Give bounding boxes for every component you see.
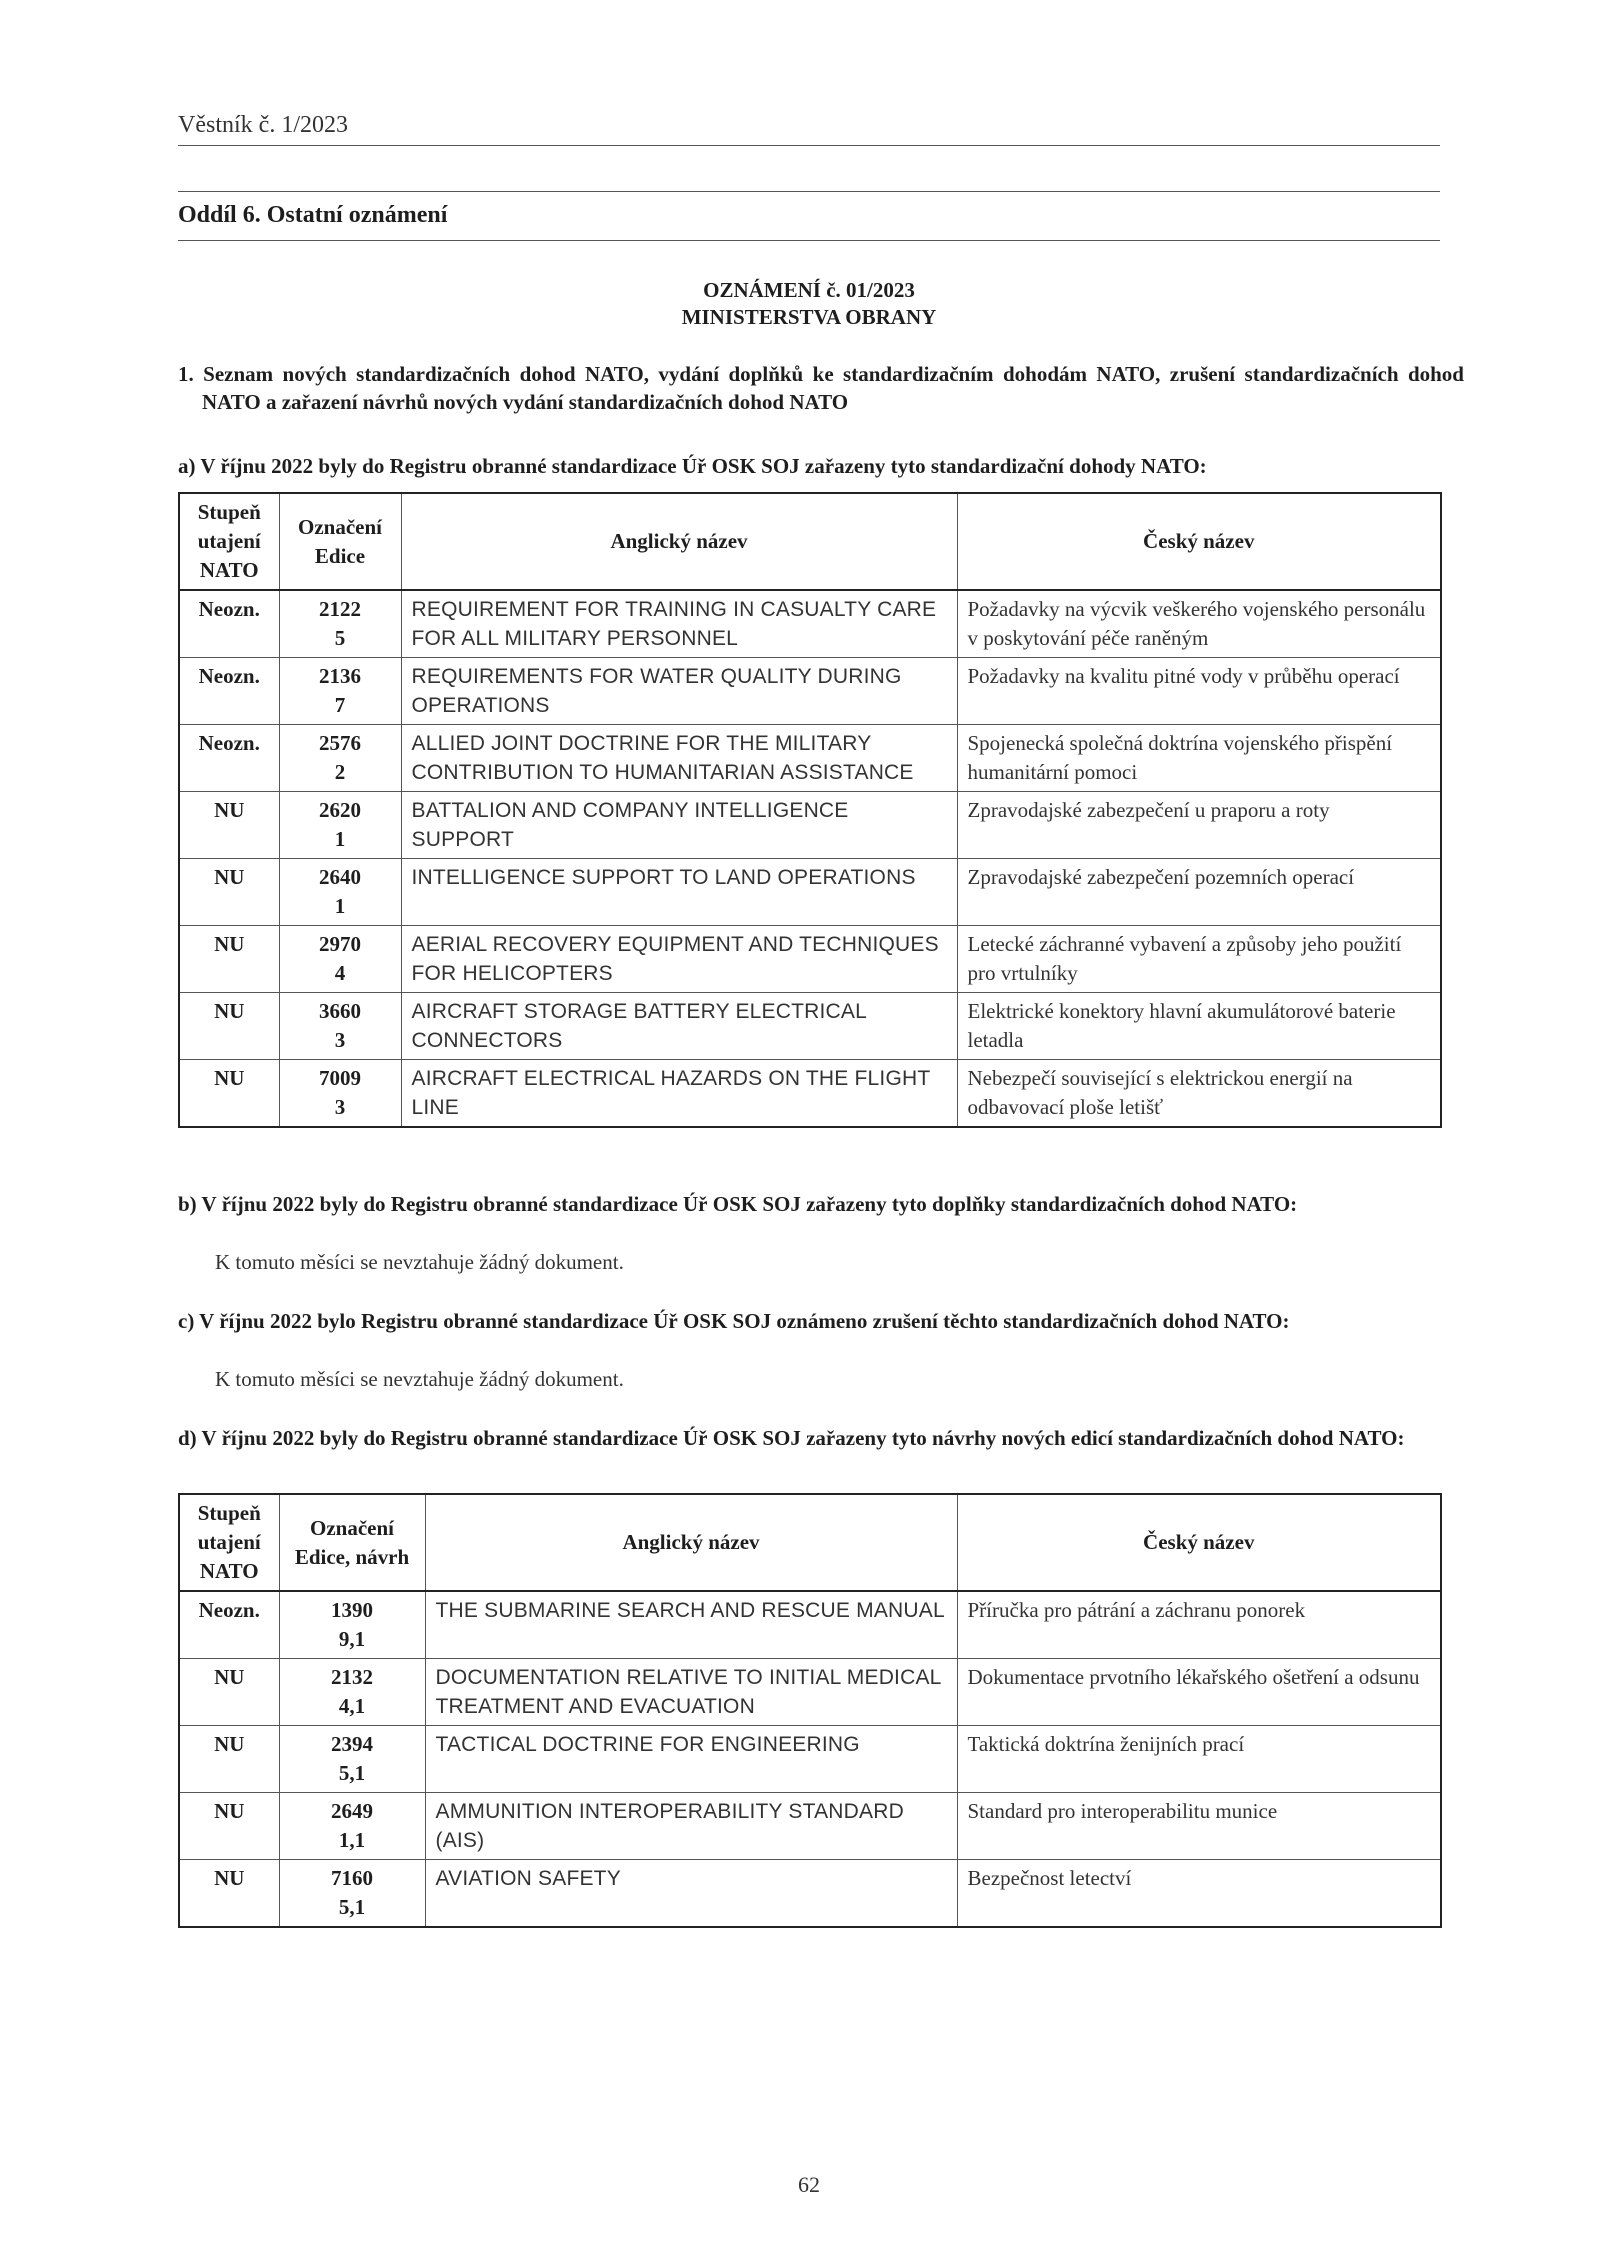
edition-number: 3 <box>334 1028 346 1052</box>
table-row <box>179 725 1441 792</box>
czech-title-cell: Požadavky na kvalitu pitné vody v průběhu operací <box>957 658 1441 725</box>
stanag-number: 2620 <box>319 798 361 822</box>
english-title-cell: REQUIREMENTS FOR WATER QUALITY DURING OPERATIONS <box>401 658 957 725</box>
english-title-cell: THE SUBMARINE SEARCH AND RESCUE MANUAL <box>425 1591 957 1659</box>
stanag-number: 2970 <box>319 932 361 956</box>
header-czech-title: Český název <box>957 493 1441 590</box>
table-row <box>179 1860 1441 1928</box>
designation-cell <box>279 658 401 725</box>
english-title-cell: AIRCRAFT ELECTRICAL HAZARDS ON THE FLIGHT LINE <box>401 1060 957 1128</box>
english-title-cell: REQUIREMENT FOR TRAINING IN CASUALTY CARE FOR ALL MILITARY PERSONNEL <box>401 590 957 658</box>
part-d-text: d) V říjnu 2022 byly do Registru obranné standardizace Úř OSK SOJ zařazeny tyto návrhy nových edicí standardizačních dohod NATO: <box>178 1426 1405 1450</box>
designation-cell <box>279 1659 425 1726</box>
classification-cell: Neozn. <box>179 590 279 658</box>
classification-cell: NU <box>179 1726 279 1793</box>
section-rule-top <box>178 191 1440 192</box>
designation-cell <box>279 993 401 1060</box>
table-a <box>178 492 1442 1128</box>
table-row <box>179 1659 1441 1726</box>
classification-cell: NU <box>179 993 279 1060</box>
czech-title-cell: Standard pro interoperabilitu munice <box>957 1793 1441 1860</box>
stanag-number: 2640 <box>319 865 361 889</box>
stanag-number: 2649 <box>331 1799 373 1823</box>
part-c-note: K tomuto měsíci se nevztahuje žádný dokument. <box>215 1367 624 1391</box>
designation-cell <box>279 792 401 859</box>
english-title-cell: AERIAL RECOVERY EQUIPMENT AND TECHNIQUES FOR HELICOPTERS <box>401 926 957 993</box>
table-row <box>179 658 1441 725</box>
running-head: Věstník č. 1/2023 <box>178 112 1440 146</box>
english-title-cell: BATTALION AND COMPANY INTELLIGENCE SUPPORT <box>401 792 957 859</box>
part-b-text: b) V říjnu 2022 byly do Registru obranné standardizace Úř OSK SOJ zařazeny tyto doplňky standardizačních dohod NATO: <box>178 1192 1298 1216</box>
czech-title-cell: Taktická doktrína ženijních prací <box>957 1726 1441 1793</box>
part-c-text: c) V říjnu 2022 bylo Registru obranné standardizace Úř OSK SOJ oznámeno zrušení těchto standardizačních dohod NATO: <box>178 1309 1290 1333</box>
classification-cell: NU <box>179 1659 279 1726</box>
edition-number: 5 <box>334 626 346 650</box>
table-row <box>179 792 1441 859</box>
classification-cell: NU <box>179 792 279 859</box>
english-title-cell: TACTICAL DOCTRINE FOR ENGINEERING <box>425 1726 957 1793</box>
designation-cell <box>279 926 401 993</box>
english-title-cell: INTELLIGENCE SUPPORT TO LAND OPERATIONS <box>401 859 957 926</box>
designation-cell <box>279 1860 425 1928</box>
table-row <box>179 1793 1441 1860</box>
stanag-number: 1390 <box>331 1598 373 1622</box>
classification-cell: NU <box>179 1060 279 1128</box>
heading-line-2: MINISTERSTVA OBRANY <box>681 305 937 329</box>
designation-cell <box>279 590 401 658</box>
edition-number: 5,1 <box>338 1761 366 1785</box>
czech-title-cell: Dokumentace prvotního lékařského ošetření a odsunu <box>957 1659 1441 1726</box>
header-designation: Označení Edice <box>279 493 401 590</box>
header-designation: Označení Edice, návrh <box>279 1494 425 1591</box>
stanag-number: 2122 <box>319 597 361 621</box>
designation-cell <box>279 725 401 792</box>
designation-cell <box>279 1591 425 1659</box>
czech-title-cell: Letecké záchranné vybavení a způsoby jeho použití pro vrtulníky <box>957 926 1441 993</box>
stanag-number: 2136 <box>319 664 361 688</box>
section-rule-bottom <box>178 240 1440 241</box>
header-english-title: Anglický název <box>401 493 957 590</box>
edition-number: 3 <box>334 1095 346 1119</box>
heading-line-1: OZNÁMENÍ č. 01/2023 <box>703 278 915 302</box>
english-title-cell: AIRCRAFT STORAGE BATTERY ELECTRICAL CONNECTORS <box>401 993 957 1060</box>
stanag-number: 2576 <box>319 731 361 755</box>
classification-cell: NU <box>179 926 279 993</box>
part-a-text: a) V říjnu 2022 byly do Registru obranné standardizace Úř OSK SOJ zařazeny tyto standardizační dohody NATO: <box>178 454 1207 478</box>
classification-cell: NU <box>179 859 279 926</box>
table-d-header-row <box>179 1494 1441 1591</box>
item-1-text: 1. Seznam nových standardizačních dohod NATO, vydání doplňků ke standardizačním dohodám NATO, zrušení standardizačních dohod NATO a zařazení návrhů nových vydání standardizačních dohod NATO <box>178 362 1464 414</box>
classification-cell: Neozn. <box>179 725 279 792</box>
table-row <box>179 590 1441 658</box>
stanag-number: 7009 <box>319 1066 361 1090</box>
table-row <box>179 859 1441 926</box>
table-row <box>179 1060 1441 1128</box>
english-title-cell: AVIATION SAFETY <box>425 1860 957 1928</box>
czech-title-cell: Požadavky na výcvik veškerého vojenského personálu v poskytování péče raněným <box>957 590 1441 658</box>
header-czech-title: Český název <box>957 1494 1441 1591</box>
english-title-cell: AMMUNITION INTEROPERABILITY STANDARD (AIS) <box>425 1793 957 1860</box>
czech-title-cell: Elektrické konektory hlavní akumulátorové baterie letadla <box>957 993 1441 1060</box>
english-title-cell: ALLIED JOINT DOCTRINE FOR THE MILITARY CONTRIBUTION TO HUMANITARIAN ASSISTANCE <box>401 725 957 792</box>
stanag-number: 2394 <box>331 1732 373 1756</box>
part-b-note: K tomuto měsíci se nevztahuje žádný dokument. <box>215 1250 624 1274</box>
classification-cell: NU <box>179 1860 279 1928</box>
header-classification: Stupeň utajení NATO <box>179 1494 279 1591</box>
edition-number: 5,1 <box>338 1895 366 1919</box>
table-row <box>179 926 1441 993</box>
edition-number: 7 <box>334 693 346 717</box>
stanag-number: 3660 <box>319 999 361 1023</box>
edition-number: 2 <box>334 760 346 784</box>
table-row <box>179 1726 1441 1793</box>
section-title: Oddíl 6. Ostatní oznámení <box>178 202 448 228</box>
classification-cell: Neozn. <box>179 1591 279 1659</box>
czech-title-cell: Zpravodajské zabezpečení u praporu a roty <box>957 792 1441 859</box>
table-row <box>179 993 1441 1060</box>
designation-cell <box>279 1060 401 1128</box>
english-title-cell: DOCUMENTATION RELATIVE TO INITIAL MEDICAL TREATMENT AND EVACUATION <box>425 1659 957 1726</box>
header-english-title: Anglický název <box>425 1494 957 1591</box>
czech-title-cell: Bezpečnost letectví <box>957 1860 1441 1928</box>
edition-number: 1,1 <box>338 1828 366 1852</box>
page-number: 62 <box>798 2172 820 2197</box>
stanag-number: 7160 <box>331 1866 373 1890</box>
stanag-number: 2132 <box>331 1665 373 1689</box>
designation-cell <box>279 859 401 926</box>
classification-cell: Neozn. <box>179 658 279 725</box>
table-row <box>179 1591 1441 1659</box>
header-classification: Stupeň utajení NATO <box>179 493 279 590</box>
designation-cell <box>279 1793 425 1860</box>
edition-number: 4,1 <box>338 1694 366 1718</box>
table-d <box>178 1493 1442 1928</box>
czech-title-cell: Spojenecká společná doktrína vojenského přispění humanitární pomoci <box>957 725 1441 792</box>
czech-title-cell: Příručka pro pátrání a záchranu ponorek <box>957 1591 1441 1659</box>
announcement-heading <box>178 277 1440 331</box>
table-a-header-row <box>179 493 1441 590</box>
classification-cell: NU <box>179 1793 279 1860</box>
edition-number: 4 <box>334 961 346 985</box>
edition-number: 1 <box>334 894 346 918</box>
czech-title-cell: Zpravodajské zabezpečení pozemních operací <box>957 859 1441 926</box>
czech-title-cell: Nebezpečí související s elektrickou energií na odbavovací ploše letišť <box>957 1060 1441 1128</box>
edition-number: 9,1 <box>338 1627 366 1651</box>
designation-cell <box>279 1726 425 1793</box>
edition-number: 1 <box>334 827 346 851</box>
